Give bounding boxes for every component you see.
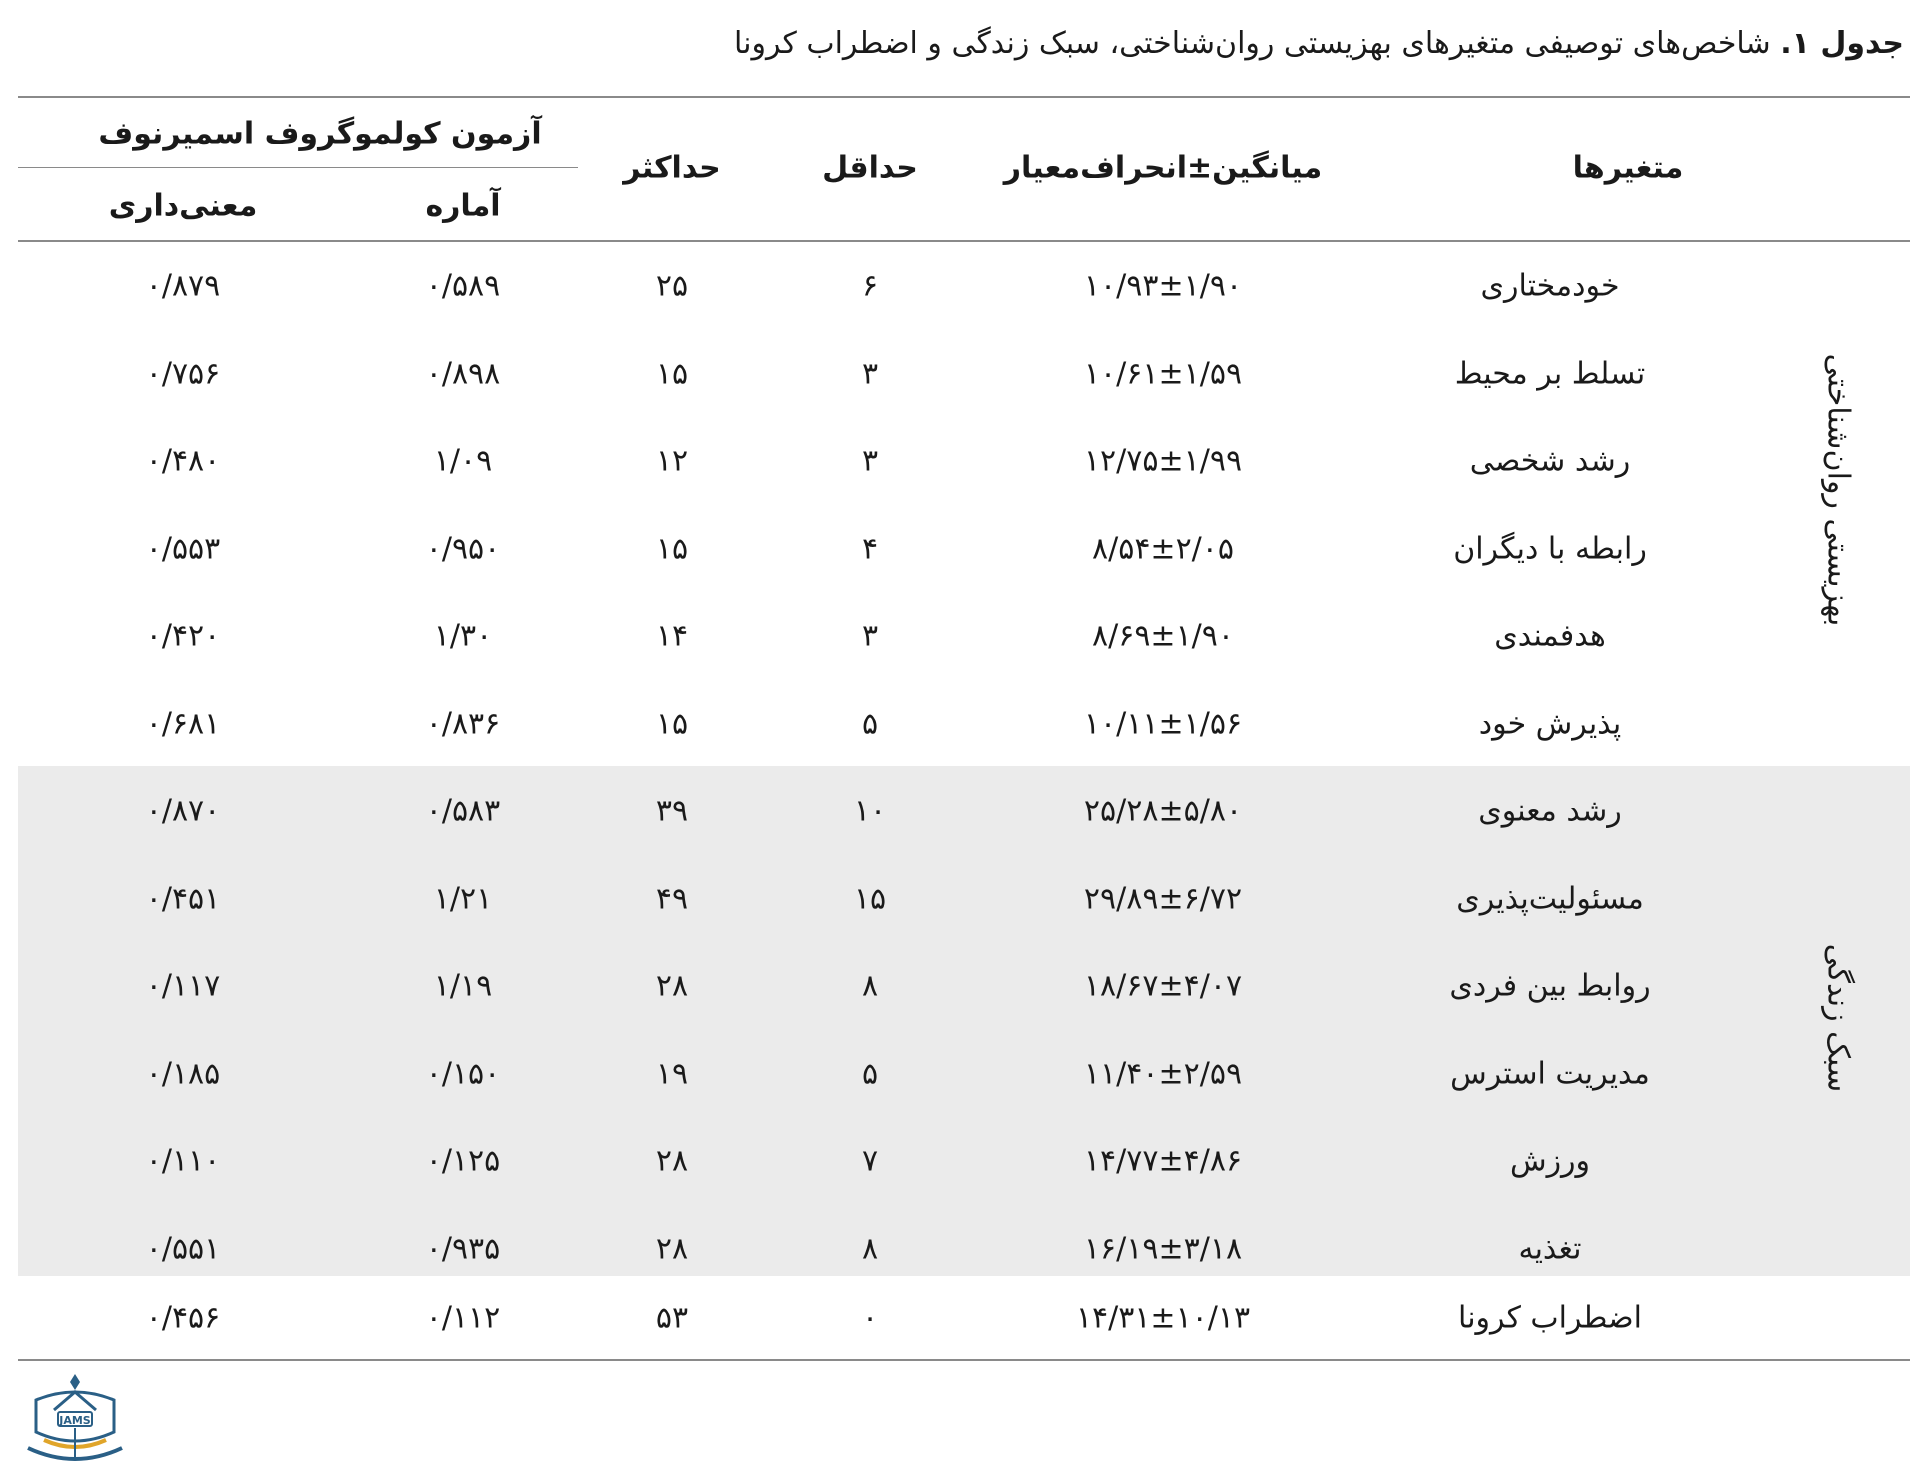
statistic-value: ۰/۵۸۳ xyxy=(425,793,501,829)
mean-sd-value: ۲۵/۲۸±۵/۸۰ xyxy=(1083,793,1243,829)
min-value: ۳ xyxy=(861,443,879,479)
header-max: حداکثر xyxy=(623,150,721,186)
statistic-value: ۰/۱۲۵ xyxy=(425,1143,501,1179)
header-significance: معنی‌داری xyxy=(108,188,258,224)
header-min: حداقل xyxy=(822,150,918,186)
statistic-value: ۰/۹۳۵ xyxy=(425,1231,501,1266)
min-value: ۱۵ xyxy=(853,881,887,916)
variable-name: اضطراب کرونا xyxy=(1458,1300,1642,1336)
header-bottom-rule xyxy=(18,240,1910,242)
max-value: ۱۵ xyxy=(655,706,689,741)
header-variables: متغیرها xyxy=(1572,150,1684,186)
header-mean-sd: میانگین±انحراف‌معیار xyxy=(1003,150,1323,186)
significance-value: ۰/۵۵۱ xyxy=(145,1231,221,1266)
min-value: ۳ xyxy=(861,618,879,654)
max-value: ۲۸ xyxy=(655,968,689,1004)
max-value: ۱۵ xyxy=(655,531,689,566)
mean-sd-value: ۲۹/۸۹±۶/۷۲ xyxy=(1083,881,1243,916)
mean-sd-value: ۱۶/۱۹±۳/۱۸ xyxy=(1083,1231,1243,1266)
ks-group-rule xyxy=(18,167,578,168)
min-value: ۸ xyxy=(861,1231,879,1266)
group-label-wellbeing: بهزیستی روان‌شناختی xyxy=(1820,353,1856,627)
statistic-value: ۰/۹۵۰ xyxy=(425,531,501,566)
statistic-value: ۰/۸۳۶ xyxy=(425,706,501,741)
caption-text: شاخص‌های توصیفی متغیرهای بهزیستی روان‌شناختی، سبک زندگی و اضطراب کرونا xyxy=(734,26,1771,61)
min-value: ۳ xyxy=(861,356,879,391)
significance-value: ۰/۴۵۱ xyxy=(145,881,221,916)
statistic-value: ۰/۱۱۲ xyxy=(425,1300,501,1336)
significance-value: ۰/۱۱۷ xyxy=(145,968,221,1004)
variable-name: تغذیه xyxy=(1518,1231,1582,1266)
header-ks-group: آزمون کولموگروف اسمیرنوف xyxy=(98,116,542,152)
table-caption xyxy=(734,26,1904,61)
header-statistic: آماره xyxy=(425,188,501,224)
min-value: ۶ xyxy=(861,268,879,304)
statistic-value: ۰/۱۵۰ xyxy=(425,1056,501,1091)
max-value: ۱۵ xyxy=(655,356,689,391)
variable-name: رشد شخصی xyxy=(1469,443,1631,479)
significance-value: ۰/۴۸۰ xyxy=(145,443,221,479)
significance-value: ۰/۴۲۰ xyxy=(145,618,221,654)
max-value: ۲۵ xyxy=(655,268,689,304)
mean-sd-value: ۱۰/۶۱±۱/۵۹ xyxy=(1083,356,1243,391)
min-value: ۸ xyxy=(861,968,879,1004)
significance-value: ۰/۶۸۱ xyxy=(145,706,221,741)
significance-value: ۰/۱۸۵ xyxy=(145,1056,221,1091)
variable-name: رابطه با دیگران xyxy=(1453,531,1647,566)
significance-value: ۰/۸۷۹ xyxy=(145,268,221,304)
mean-sd-value: ۸/۶۹±۱/۹۰ xyxy=(1091,618,1235,654)
max-value: ۵۳ xyxy=(655,1300,689,1336)
caption-label: جدول ۱. xyxy=(1780,26,1904,61)
lifestyle-band xyxy=(18,766,1910,1276)
statistic-value: ۰/۵۸۹ xyxy=(425,268,501,304)
mean-sd-value: ۱۸/۶۷±۴/۰۷ xyxy=(1083,968,1243,1004)
variable-name: ورزش xyxy=(1509,1143,1591,1179)
mean-sd-value: ۱۱/۴۰±۲/۵۹ xyxy=(1083,1056,1243,1091)
max-value: ۱۲ xyxy=(655,443,689,479)
mean-sd-value: ۱۰/۱۱±۱/۵۶ xyxy=(1083,706,1243,741)
significance-value: ۰/۷۵۶ xyxy=(145,356,221,391)
logo-text: JAMS xyxy=(59,1414,91,1427)
min-value: ۱۰ xyxy=(853,793,887,829)
mean-sd-value: ۱۲/۷۵±۱/۹۹ xyxy=(1083,443,1243,479)
variable-name: روابط بین فردی xyxy=(1449,968,1651,1004)
variable-name: هدفمندی xyxy=(1494,618,1606,654)
min-value: ۵ xyxy=(861,706,879,741)
max-value: ۲۸ xyxy=(655,1143,689,1179)
min-value: ۴ xyxy=(861,531,879,566)
jams-logo xyxy=(14,1370,136,1466)
variable-name: پذیرش خود xyxy=(1478,706,1622,741)
min-value: ۵ xyxy=(861,1056,879,1091)
group-label-lifestyle: سبک زندگی xyxy=(1820,943,1856,1093)
max-value: ۲۸ xyxy=(655,1231,689,1266)
variable-name: تسلط بر محیط xyxy=(1454,356,1646,391)
significance-value: ۰/۵۵۳ xyxy=(145,531,221,566)
table-bottom-rule xyxy=(18,1359,1910,1361)
mean-sd-value: ۱۴/۷۷±۴/۸۶ xyxy=(1083,1143,1243,1179)
max-value: ۴۹ xyxy=(655,881,689,916)
mean-sd-value: ۱۰/۹۳±۱/۹۰ xyxy=(1083,268,1243,304)
variable-name: رشد معنوی xyxy=(1478,793,1622,829)
statistic-value: ۰/۸۹۸ xyxy=(425,356,501,391)
table-top-rule xyxy=(18,96,1910,98)
max-value: ۳۹ xyxy=(655,793,689,829)
statistic-value: ۱/۲۱ xyxy=(433,881,493,916)
significance-value: ۰/۱۱۰ xyxy=(145,1143,221,1179)
mean-sd-value: ۸/۵۴±۲/۰۵ xyxy=(1091,531,1235,566)
max-value: ۱۴ xyxy=(655,618,689,654)
significance-value: ۰/۴۵۶ xyxy=(145,1300,221,1336)
statistic-value: ۱/۳۰ xyxy=(433,618,493,654)
significance-value: ۰/۸۷۰ xyxy=(145,793,221,829)
variable-name: مدیریت استرس xyxy=(1450,1056,1650,1091)
max-value: ۱۹ xyxy=(655,1056,689,1091)
statistic-value: ۱/۱۹ xyxy=(433,968,493,1004)
variable-name: مسئولیت‌پذیری xyxy=(1456,881,1644,916)
min-value: ۰ xyxy=(861,1300,879,1336)
min-value: ۷ xyxy=(861,1143,879,1179)
mean-sd-value: ۱۴/۳۱±۱۰/۱۳ xyxy=(1075,1300,1251,1336)
statistic-value: ۱/۰۹ xyxy=(433,443,493,479)
variable-name: خودمختاری xyxy=(1480,268,1620,304)
